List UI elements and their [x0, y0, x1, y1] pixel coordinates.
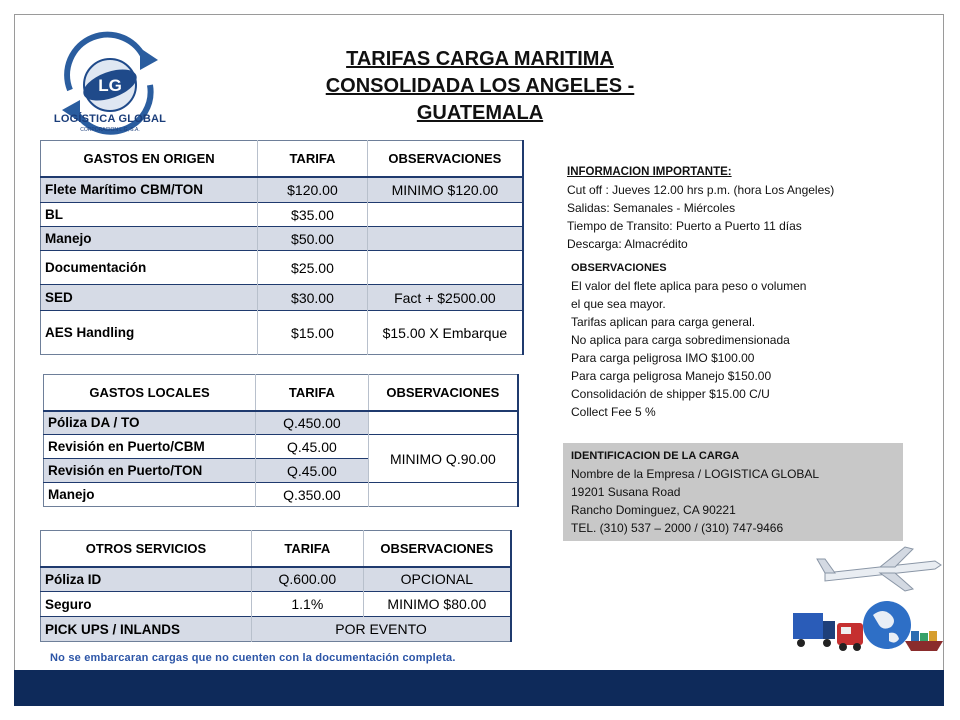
origen-row-notes	[367, 251, 523, 285]
origen-row-rate: $35.00	[258, 203, 368, 227]
locales-row-rate: Q.450.00	[256, 411, 369, 435]
otros-header-concept: OTROS SERVICIOS	[41, 531, 252, 567]
locales-row-rate: Q.45.00	[256, 459, 369, 483]
origen-header-concept: GASTOS EN ORIGEN	[41, 141, 258, 177]
otros-header-rate: TARIFA	[252, 531, 364, 567]
locales-row-concept: Revisión en Puerto/CBM	[44, 435, 256, 459]
observations-line: Tarifas aplican para carga general.	[571, 315, 756, 329]
locales-notes-empty	[368, 411, 518, 435]
locales-row-concept: Póliza DA / TO	[44, 411, 256, 435]
important-info-line: Salidas: Semanales - Miércoles	[567, 201, 736, 215]
origen-row-rate: $120.00	[258, 177, 368, 203]
otros-header-notes: OBSERVACIONES	[363, 531, 511, 567]
observations-heading: OBSERVACIONES	[571, 262, 667, 274]
title-line-1: TARIFAS CARGA MARITIMA	[346, 48, 614, 70]
origen-header-notes: OBSERVACIONES	[367, 141, 523, 177]
origen-row-concept: SED	[41, 285, 258, 311]
origen-row-notes	[367, 203, 523, 227]
origen-row-concept: BL	[41, 203, 258, 227]
globe-icon	[863, 601, 911, 649]
cargo-identification-line: Rancho Dominguez, CA 90221	[571, 503, 736, 517]
otros-row-concept: Póliza ID	[41, 567, 252, 592]
otros-row-notes: MINIMO $80.00	[363, 592, 511, 617]
logo-initials: LG	[98, 76, 122, 95]
origen-row-notes: Fact + $2500.00	[367, 285, 523, 311]
truck-icon	[793, 613, 835, 647]
origen-header-rate: TARIFA	[258, 141, 368, 177]
otros-row-concept: Seguro	[41, 592, 252, 617]
ship-icon	[905, 631, 943, 651]
locales-header-concept: GASTOS LOCALES	[44, 375, 256, 411]
important-info-heading: INFORMACION IMPORTANTE:	[567, 166, 732, 178]
table-row	[41, 617, 512, 642]
title-line-3: GUATEMALA	[416, 102, 544, 124]
table-row	[41, 227, 524, 251]
table-row	[41, 251, 524, 285]
table-row	[41, 567, 512, 592]
logo-name: LOGÍSTICA GLOBAL	[53, 113, 167, 125]
origen-row-rate: $30.00	[258, 285, 368, 311]
important-info-line: Descarga: Almacrédito	[567, 237, 688, 251]
cargo-identification-line: TEL. (310) 537 – 2000 / (310) 747-9466	[571, 521, 784, 535]
origen-row-rate: $25.00	[258, 251, 368, 285]
origen-row-concept: AES Handling	[41, 311, 258, 355]
locales-table	[43, 374, 519, 507]
table-row	[41, 177, 524, 203]
important-info	[567, 163, 897, 253]
table-row	[41, 311, 524, 355]
observations-line: el que sea mayor.	[571, 297, 666, 311]
observations-line: No aplica para carga sobredimensionada	[571, 333, 790, 347]
observations-line: El valor del flete aplica para peso o volumen	[571, 279, 807, 293]
cargo-identification-line: 19201 Susana Road	[571, 485, 681, 499]
observations-line: Para carga peligrosa Manejo $150.00	[571, 369, 772, 383]
logo-subtitle: CORPORACION L.G, S.A.	[80, 127, 140, 133]
otros-row-rate: Q.600.00	[252, 567, 364, 592]
title-line-2: CONSOLIDADA LOS ANGELES -	[325, 75, 635, 97]
observations-line: Para carga peligrosa IMO $100.00	[571, 351, 755, 365]
otros-row-rate: POR EVENTO	[252, 617, 511, 642]
locales-notes-empty	[368, 483, 518, 507]
important-info-line: Tiempo de Transito: Puerto a Puerto 11 días	[567, 219, 802, 233]
observations	[571, 259, 901, 421]
table-row	[44, 411, 519, 435]
locales-header-rate: TARIFA	[256, 375, 369, 411]
origen-row-concept: Manejo	[41, 227, 258, 251]
table-row	[41, 285, 524, 311]
table-row	[41, 203, 524, 227]
locales-merged-notes: MINIMO Q.90.00	[368, 435, 518, 483]
airplane-icon	[817, 547, 941, 591]
origen-row-rate: $15.00	[258, 311, 368, 355]
cargo-identification-heading: IDENTIFICACION DE LA CARGA	[571, 450, 740, 462]
important-info-line: Cut off : Jueves 12.00 hrs p.m. (hora Los Angeles)	[567, 183, 835, 197]
origen-row-concept: Flete Marítimo CBM/TON	[41, 177, 258, 203]
locales-header-notes: OBSERVACIONES	[368, 375, 518, 411]
observations-line: Consolidación de shipper $15.00 C/U	[571, 387, 770, 401]
origen-table	[40, 140, 524, 355]
transport-illustration	[785, 545, 945, 665]
origen-row-notes: $15.00 X Embarque	[367, 311, 523, 355]
origen-row-concept: Documentación	[41, 251, 258, 285]
otros-table	[40, 530, 512, 642]
observations-line: Collect Fee 5 %	[571, 405, 656, 419]
table-row	[41, 592, 512, 617]
otros-row-concept: PICK UPS / INLANDS	[41, 617, 252, 642]
locales-row-rate: Q.350.00	[256, 483, 369, 507]
table-row	[44, 435, 519, 459]
locales-row-concept: Manejo	[44, 483, 256, 507]
origen-row-notes	[367, 227, 523, 251]
table-row	[44, 483, 519, 507]
origen-row-notes: MINIMO $120.00	[367, 177, 523, 203]
otros-row-rate: 1.1%	[252, 592, 364, 617]
footer-bar	[14, 670, 944, 706]
footnote: No se embarcaran cargas que no cuenten con la documentación completa.	[50, 652, 456, 664]
locales-row-rate: Q.45.00	[256, 435, 369, 459]
page-title	[280, 46, 680, 127]
van-icon	[837, 623, 863, 651]
otros-row-notes: OPCIONAL	[363, 567, 511, 592]
cargo-identification	[563, 443, 903, 541]
locales-row-concept: Revisión en Puerto/TON	[44, 459, 256, 483]
cargo-identification-line: Nombre de la Empresa / LOGISTICA GLOBAL	[571, 467, 820, 481]
origen-row-rate: $50.00	[258, 227, 368, 251]
